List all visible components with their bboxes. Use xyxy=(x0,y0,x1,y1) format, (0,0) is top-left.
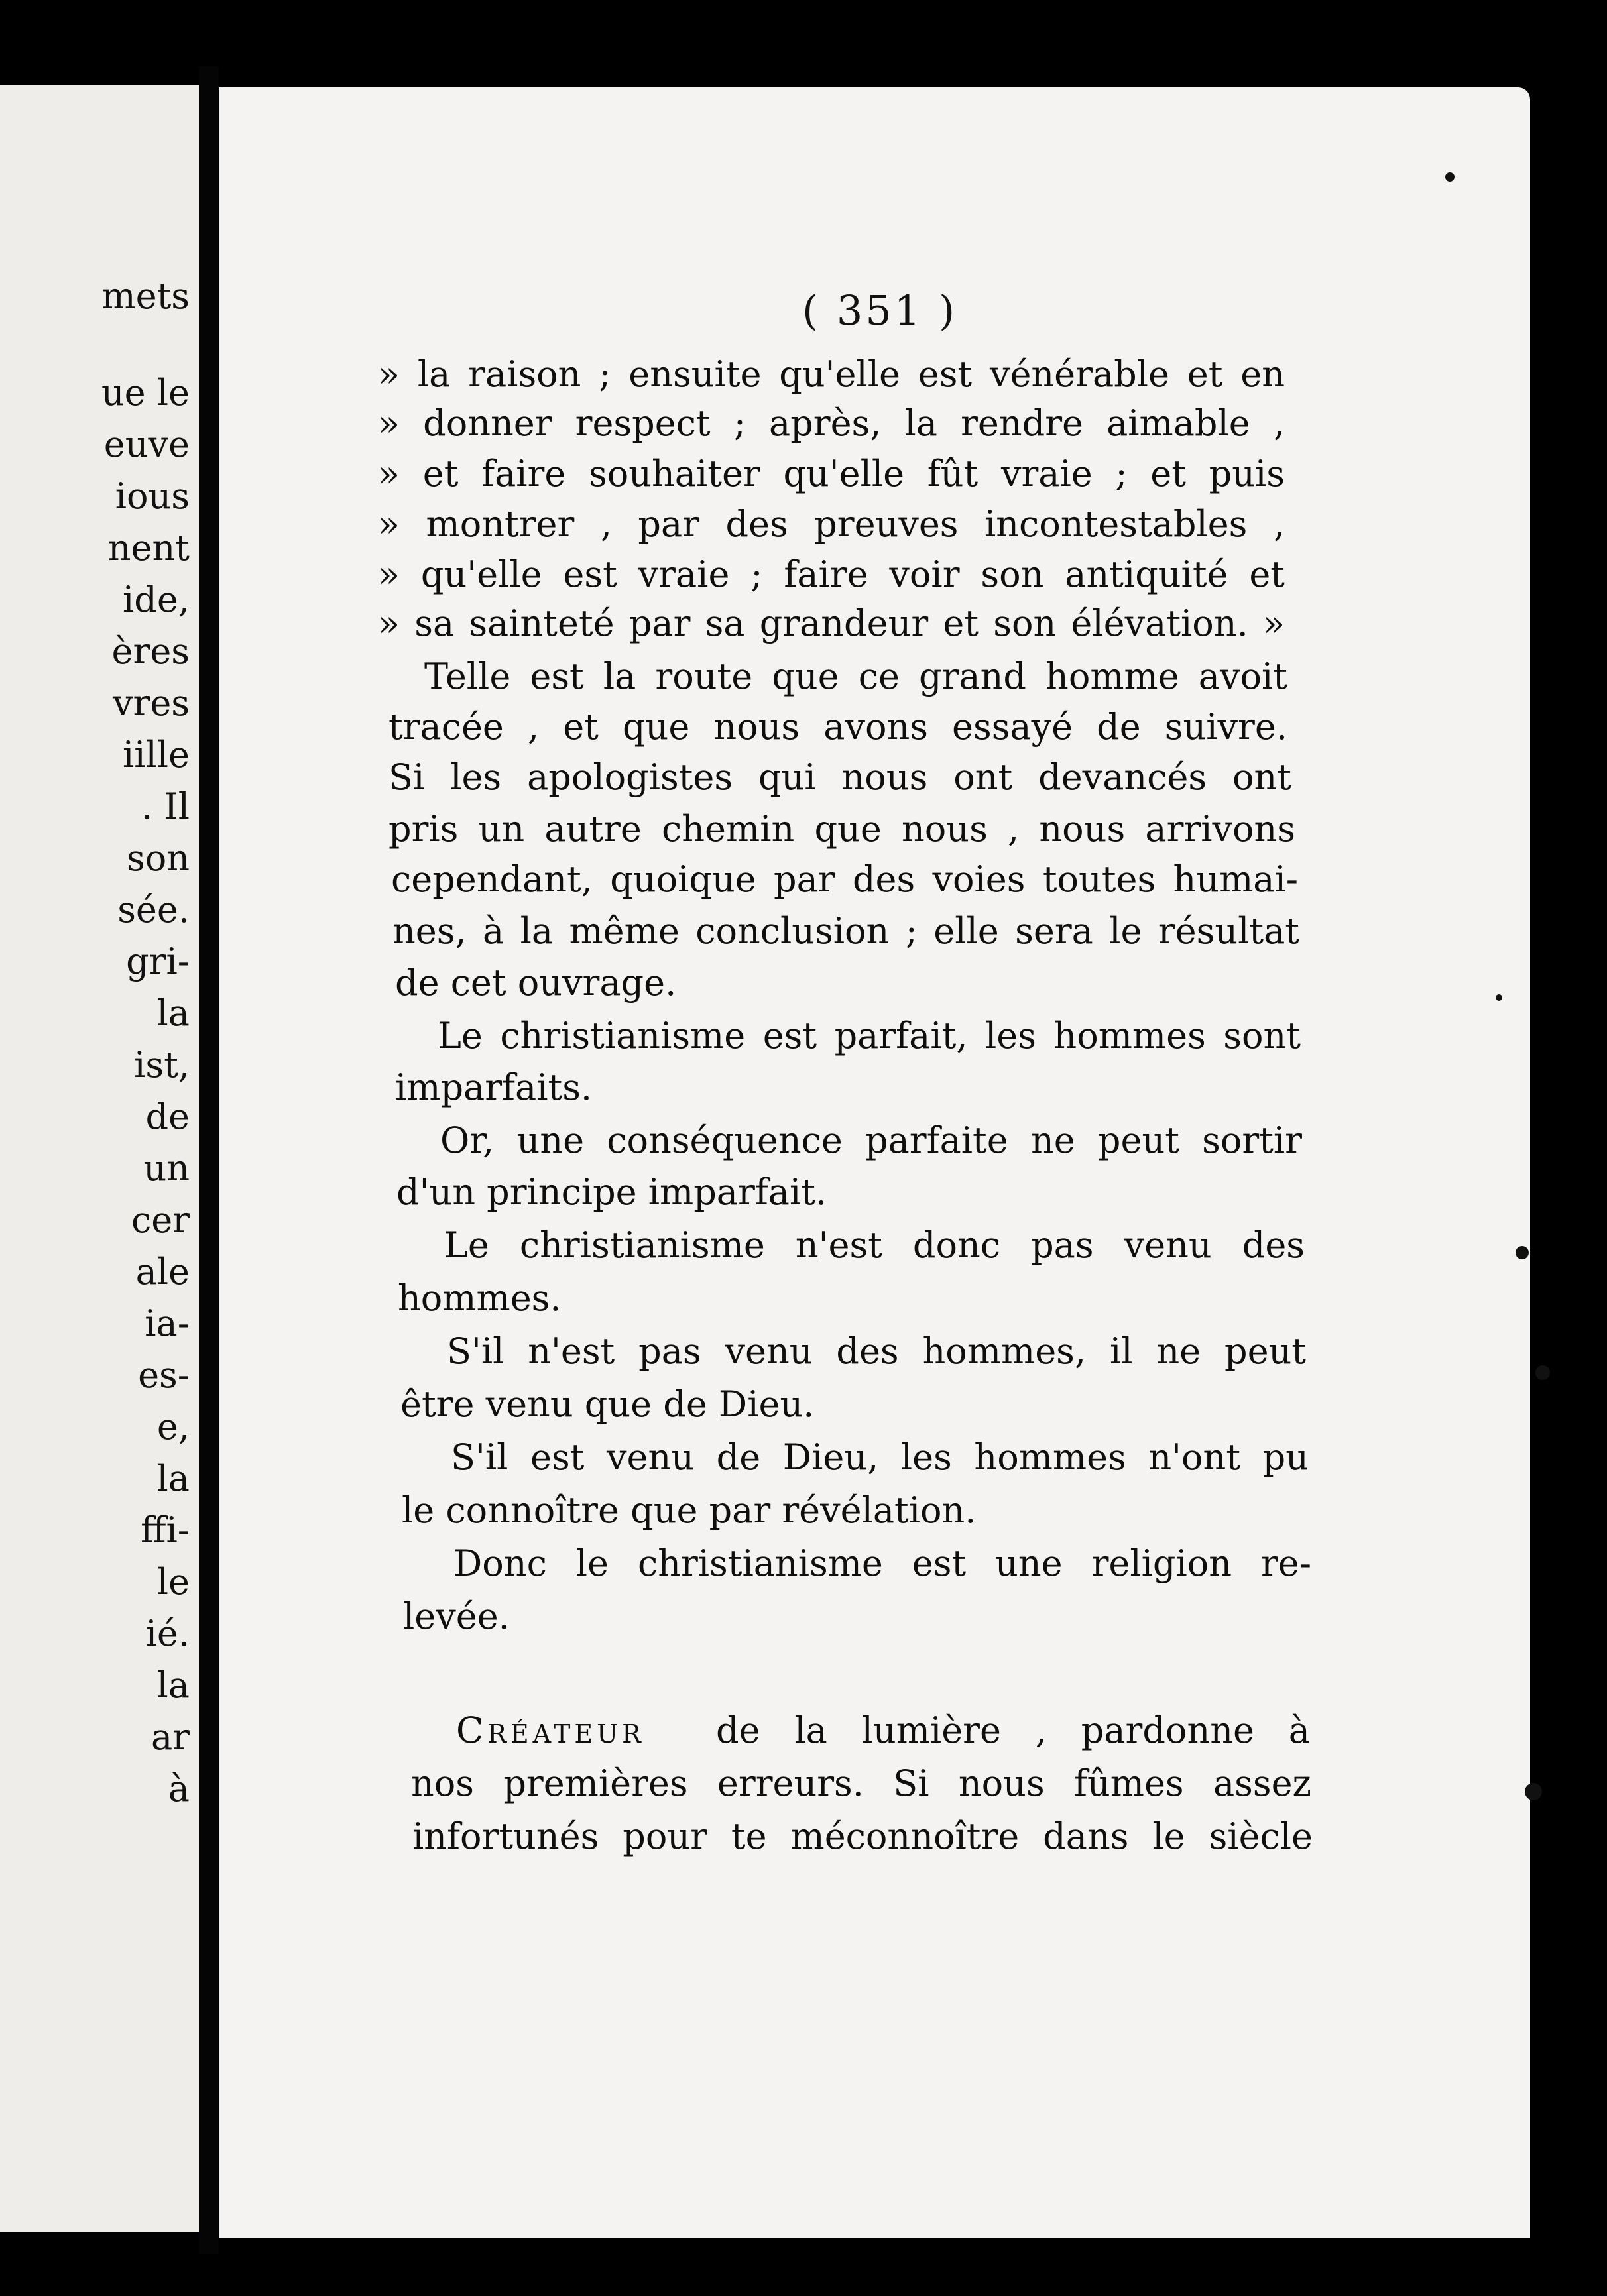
text-line: le connoître que par révélation. xyxy=(402,1489,977,1531)
left-page-line-fragment: iille xyxy=(122,734,190,775)
text-line: infortunés pour te méconnoître dans le siècle xyxy=(412,1815,1313,1857)
left-page-line-fragment: cer xyxy=(131,1199,190,1241)
text-line: nos premières erreurs. Si nous fûmes assez xyxy=(411,1762,1311,1804)
left-page-line-fragment: un xyxy=(143,1147,190,1189)
left-page-line-fragment: ue le xyxy=(101,372,190,414)
text-line: imparfaits. xyxy=(395,1066,593,1108)
text-line: » qu'elle est vraie ; faire voir son antiquité et xyxy=(378,553,1285,595)
left-page-line-fragment: la xyxy=(156,1458,190,1499)
left-page-line-fragment: e, xyxy=(156,1406,190,1448)
text-line: levée. xyxy=(403,1595,510,1637)
text-line: être venu que de Dieu. xyxy=(400,1383,815,1425)
left-page-line-fragment: ié. xyxy=(145,1613,190,1654)
smallcaps-word: Créateur xyxy=(456,1709,645,1751)
text-line: » et faire souhaiter qu'elle fût vraie ; et puis xyxy=(378,453,1285,494)
left-page-line-fragment: ffi- xyxy=(141,1509,190,1551)
left-page-line-fragment: sée. xyxy=(117,889,190,931)
left-page-line-fragment: ide, xyxy=(123,579,190,620)
left-page-line-fragment: le xyxy=(156,1561,190,1603)
text-line: pris un autre chemin que nous , nous arrivons xyxy=(388,808,1295,850)
left-page-line-fragment: la xyxy=(156,1664,190,1706)
text-line: » sa sainteté par sa grandeur et son élévation. » xyxy=(378,603,1285,644)
text-line: de cet ouvrage. xyxy=(395,962,677,1004)
text-line: Le christianisme est parfait, les hommes sont xyxy=(438,1015,1301,1057)
text-line: » la raison ; ensuite qu'elle est vénérable et en xyxy=(378,353,1285,395)
left-page-line-fragment: ia- xyxy=(145,1302,190,1344)
scan-speck xyxy=(1516,1246,1529,1259)
page-number: ( 351 ) xyxy=(802,286,958,335)
text-line: Or, une conséquence parfaite ne peut sortir xyxy=(440,1119,1302,1161)
text-line: S'il n'est pas venu des hommes, il ne peut xyxy=(447,1330,1306,1372)
left-page-line-fragment: gri- xyxy=(126,941,190,982)
left-page-line-fragment: à xyxy=(168,1768,190,1809)
text-line: Si les apologistes qui nous ont devancés ont xyxy=(388,756,1291,798)
text-line: Le christianisme n'est donc pas venu des xyxy=(444,1224,1305,1266)
text-line: tracée , et que nous avons essayé de suivre. xyxy=(388,706,1287,748)
left-page-line-fragment: es- xyxy=(138,1354,190,1396)
left-page-line-fragment: ale xyxy=(135,1251,190,1292)
text-line: cependant, quoique par des voies toutes humai- xyxy=(391,858,1298,900)
text-line: » donner respect ; après, la rendre aimable , xyxy=(378,402,1285,444)
scan-speck xyxy=(1525,1783,1542,1800)
left-page-line-fragment: de xyxy=(145,1096,190,1137)
scan-speck xyxy=(1496,994,1502,1001)
book-page xyxy=(219,87,1530,2238)
left-page-line-fragment: ères xyxy=(111,630,190,672)
left-page-line-fragment: . Il xyxy=(141,785,190,827)
left-page-line-fragment: vres xyxy=(113,682,190,724)
left-page-line-fragment: ar xyxy=(150,1716,190,1758)
previous-page-fragment xyxy=(0,85,199,2232)
text-line: S'il est venu de Dieu, les hommes n'ont pu xyxy=(451,1436,1309,1478)
left-page-line-fragment: ist, xyxy=(134,1044,190,1086)
text-line: de la lumière , pardonne à xyxy=(716,1709,1310,1751)
left-page-line-fragment: euve xyxy=(103,424,190,465)
left-page-line-fragment: nent xyxy=(107,527,190,569)
text-line: hommes. xyxy=(398,1277,562,1319)
scan-speck xyxy=(1445,172,1455,182)
scan-speck xyxy=(1535,1365,1550,1380)
left-page-line-fragment: son xyxy=(126,837,190,879)
text-line: » montrer , par des preuves incontestables , xyxy=(378,503,1285,545)
left-page-line-fragment: ious xyxy=(115,475,190,517)
text-line: Telle est la route que ce grand homme avoit xyxy=(424,656,1287,697)
text-line: nes, à la même conclusion ; elle sera le résultat xyxy=(392,910,1299,952)
book-gutter xyxy=(199,66,219,2254)
left-page-line-fragment: la xyxy=(156,992,190,1034)
left-page-line-fragment: mets xyxy=(101,275,190,317)
text-line: d'un principe imparfait. xyxy=(396,1171,827,1213)
text-line: Donc le christianisme est une religion re- xyxy=(453,1542,1311,1584)
